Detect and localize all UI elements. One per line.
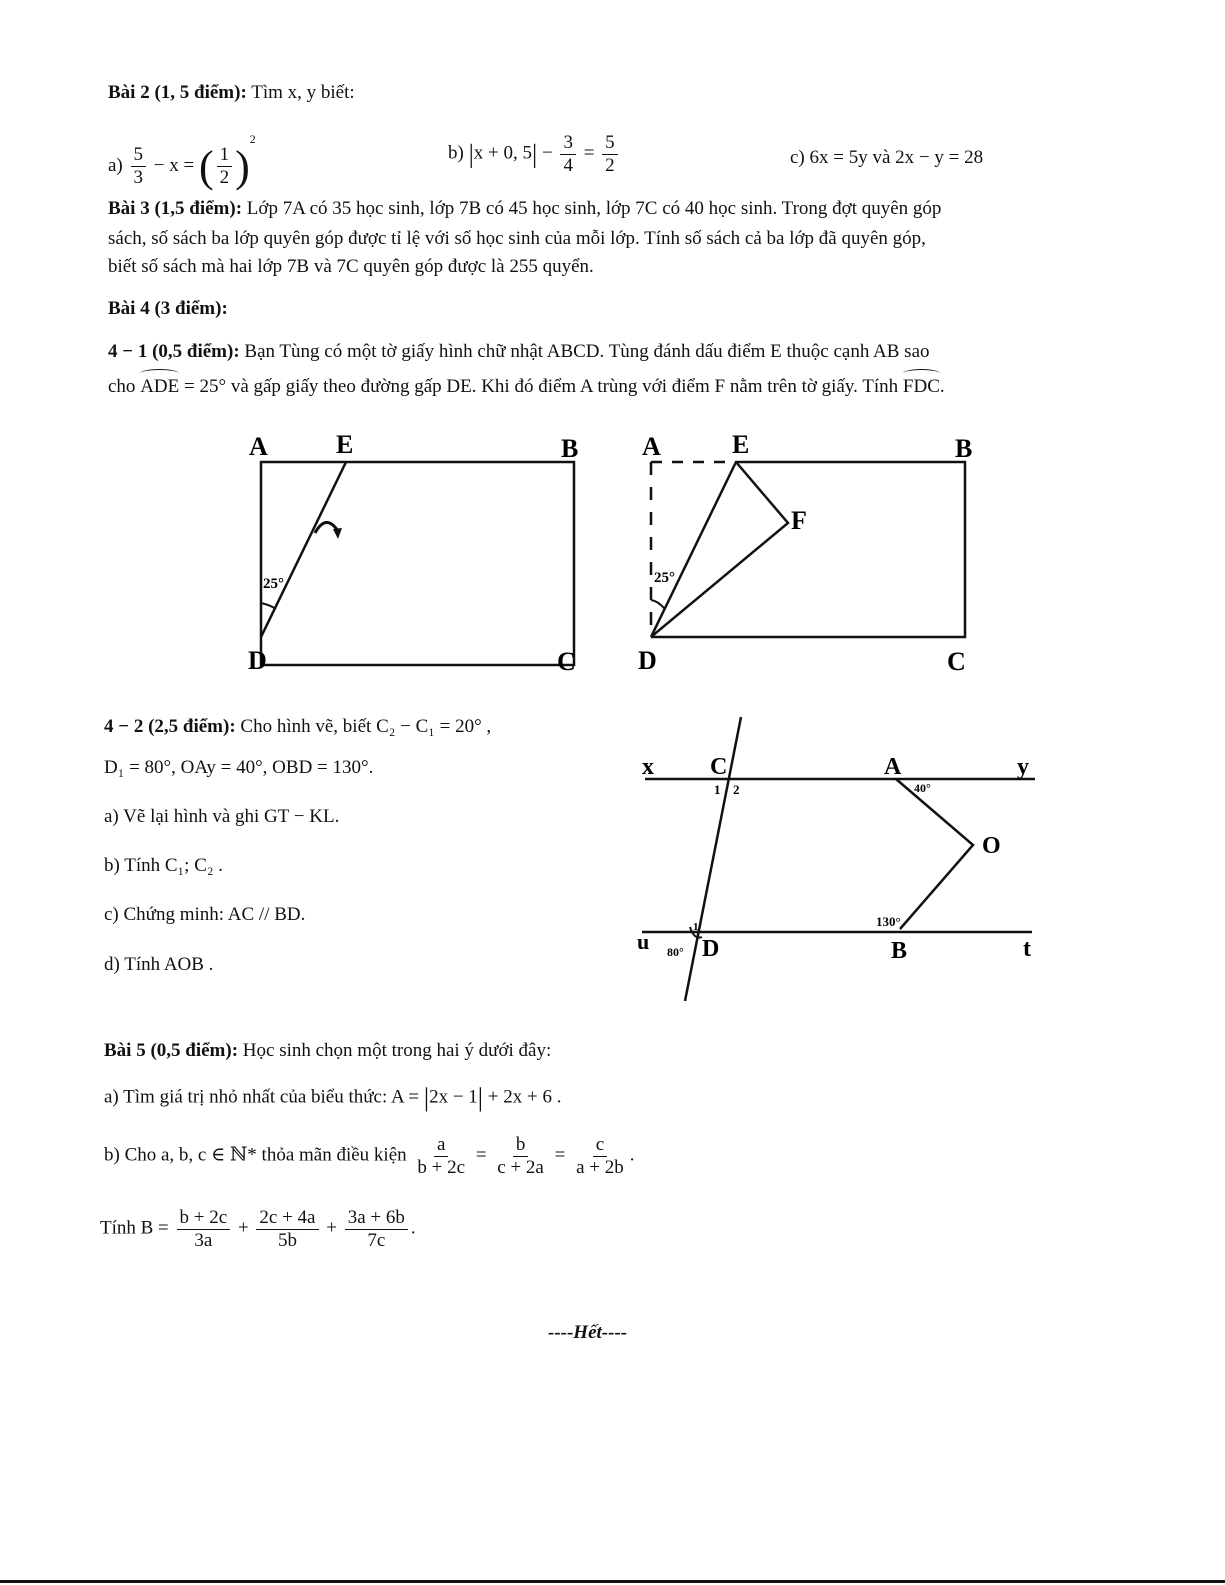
bai2-c	[790, 147, 983, 169]
fig2-label-f: F	[791, 506, 807, 535]
fig1-label-e: E	[336, 430, 354, 459]
bai2-c-label: c)	[790, 147, 805, 168]
fig3-d1: 1	[693, 921, 699, 933]
broken-line-aob	[896, 779, 973, 929]
rect-abcd	[261, 462, 574, 665]
bai2-b-frac1: $\frac{3}{4}$	[560, 132, 576, 177]
bai4-1-line2: cho ADE = 25° và gấp giấy theo đường gấp DE. Khi đó điểm A trùng với điểm F nằm trên tờ giấy. Tính FDC.	[108, 376, 945, 397]
bai5-a: a) Tìm giá trị nhỏ nhất của biểu thức: A = |2x − 1| + 2x + 6 .	[104, 1083, 562, 1112]
fig2-label-c: C	[947, 647, 966, 676]
fig3-angle-40: 40°	[914, 781, 931, 795]
fig3-label-o: O	[982, 833, 1001, 859]
bai5-t-frac3: $\frac{3a + 6b}{7c}$	[345, 1207, 408, 1252]
fig2-angle: 25°	[654, 570, 675, 586]
bai2-a-exp: 2	[249, 132, 256, 146]
bai5-a-abs: 2x − 1	[429, 1086, 478, 1108]
fig1-angle: 25°	[263, 576, 284, 592]
bai4-2-q-b: b) Tính C₁; C₂ .	[104, 855, 223, 876]
fig2-label-e: E	[732, 430, 750, 459]
bai5-title: Bài 5 (0,5 điểm):	[104, 1040, 239, 1061]
angle-ade: ADE	[140, 376, 180, 397]
fig3-angle-80: 80°	[667, 945, 684, 959]
bai5-tinh: Tính B = $\frac{b + 2c}{3a}$ + $\frac{2c + 4a}{5b}$ + $\frac{3a + 6b}{7c}$ .	[100, 1207, 416, 1251]
bai3-line3: biết số sách mà hai lớp 7B và 7C quyên góp được là 255 quyển.	[108, 256, 594, 277]
folded-triangle	[651, 462, 788, 637]
bai5-b-frac1: $\frac{a}{b + 2c}$	[417, 1134, 466, 1178]
fig3-label-c: C	[710, 754, 728, 780]
bai2-b: b) |x + 0, 5| − $\frac{3}{4}$ = $\frac{5}{2}$	[448, 132, 621, 177]
bai2-c-text: 6x = 5y và 2x − y = 28	[809, 147, 984, 168]
bai2-a: a) $\frac{5}{3}$ − x = ( $\frac{1}{2}$ )$^2$	[108, 132, 256, 192]
bai2-a-frac2: $\frac{1}{2}$	[217, 144, 233, 189]
end-marker: ----Hết----	[548, 1322, 628, 1343]
bai4-1-line1: 4 − 1 (0,5 điểm): Bạn Tùng có một tờ giấy hình chữ nhật ABCD. Tùng đánh dấu điểm E thuộc cạnh AB sao	[108, 341, 930, 362]
bai2-b-frac2: $\frac{5}{2}$	[602, 132, 618, 177]
figure-fold-before	[240, 425, 600, 680]
fig3-label-u: u	[637, 929, 650, 954]
bai2-a-label: a)	[108, 155, 123, 176]
line-de	[651, 462, 736, 637]
bai2-a-op: − x =	[153, 155, 195, 176]
fig3-label-x: x	[642, 754, 654, 780]
angle-fdc: FDC	[902, 376, 940, 397]
rect-outline	[651, 462, 965, 637]
fig2-label-b: B	[955, 434, 973, 463]
bai4-2-given1: C₂ − C₁ = 20° ,	[376, 716, 492, 737]
figure-fold-after	[630, 425, 990, 680]
fig1-label-b: B	[561, 434, 579, 463]
bai3-line2: sách, số sách ba lớp quyên góp được tỉ lệ với số học sinh của mỗi lớp. Tính số sách cả ba lớp đã quyên góp,	[108, 228, 926, 249]
angle-arc-2	[651, 600, 665, 609]
bai3-line1: Bài 3 (1,5 điểm): Lớp 7A có 35 học sinh, lớp 7B có 45 học sinh, lớp 7C có 40 học sinh. Trong đợt quyên góp	[108, 198, 942, 219]
page-bottom-border	[0, 1580, 1225, 1583]
fig3-label-b: B	[891, 938, 908, 964]
fig1-label-d: D	[248, 646, 267, 675]
bai5-b-frac3: $\frac{c}{a + 2b}$	[576, 1134, 624, 1178]
bai4-title: Bài 4 (3 điểm):	[108, 298, 228, 319]
bai2-prompt: Tìm x, y biết:	[251, 82, 355, 103]
fig3-c1: 1	[714, 782, 721, 797]
fig3-label-t: t	[1023, 936, 1031, 962]
fig3-label-y: y	[1017, 754, 1029, 780]
bai4-2-q-d: d) Tính AOB .	[104, 954, 214, 975]
fig2-label-a: A	[642, 432, 661, 461]
fig1-label-c: C	[557, 647, 576, 676]
bai5-prompt: Học sinh chọn một trong hai ý dưới đây:	[242, 1040, 552, 1061]
bai5-heading	[104, 1040, 551, 1062]
fig1-label-a: A	[249, 432, 268, 461]
angle-arc	[261, 603, 276, 609]
bai2-a-frac1: $\frac{5}{3}$	[131, 144, 147, 189]
bai4-2-line2: D₁ = 80°, OAy = 40°, OBD = 130°.	[104, 757, 374, 778]
bai4-2-q-a: a) Vẽ lại hình và ghi GT − KL.	[104, 806, 340, 827]
fold-arrow-head-icon	[333, 528, 342, 539]
bai5-b: b) Cho a, b, c ∈ ℕ* thỏa mãn điều kiện $\frac{a}{b + 2c}$ = $\frac{b}{c + 2a}$ = $\frac{c}{a + 2b}$ .	[104, 1134, 635, 1178]
bai5-b-frac2: $\frac{b}{c + 2a}$	[497, 1134, 544, 1178]
fold-line-de	[261, 462, 346, 637]
bai5-t-frac1: $\frac{b + 2c}{3a}$	[177, 1207, 231, 1252]
bai4-2-line1: 4 − 2 (2,5 điểm): Cho hình vẽ, biết C₂ − C₁ = 20° ,	[104, 716, 492, 737]
bai4-2-q-c: c) Chứng minh: AC // BD.	[104, 904, 306, 925]
bai2-b-label: b)	[448, 142, 464, 164]
bai2-title: Bài 2 (1, 5 điểm):	[108, 82, 247, 103]
bai4-2-title: 4 − 2 (2,5 điểm):	[104, 716, 236, 737]
fig3-label-a: A	[884, 754, 902, 780]
bai4-1-title: 4 − 1 (0,5 điểm):	[108, 341, 240, 362]
bai2-heading	[108, 82, 355, 104]
bai2-b-abs: x + 0, 5	[473, 142, 533, 164]
fig3-c2: 2	[733, 782, 740, 797]
figure-parallel-lines	[630, 710, 1050, 1010]
fig3-angle-130: 130°	[876, 914, 901, 929]
bai3-title: Bài 3 (1,5 điểm):	[108, 198, 243, 219]
bai5-t-frac2: $\frac{2c + 4a}{5b}$	[256, 1207, 318, 1252]
fig3-label-d: D	[702, 936, 720, 962]
fig2-label-d: D	[638, 646, 657, 675]
